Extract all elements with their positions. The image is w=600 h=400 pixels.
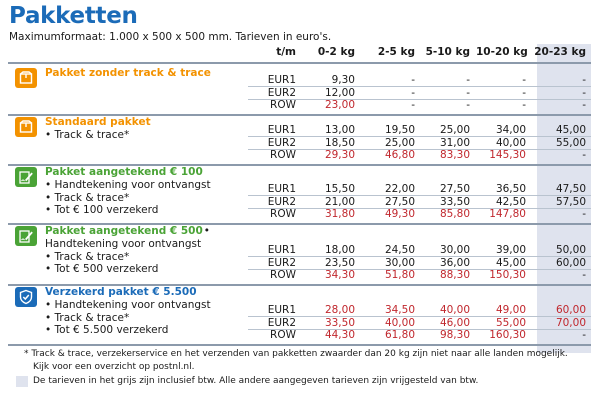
zone-label: EUR2 <box>267 316 296 329</box>
rate-cell: 24,50 <box>384 243 415 256</box>
rate-cell: 88,30 <box>439 269 470 282</box>
rate-cell: - <box>466 86 470 99</box>
rate-cell: 34,00 <box>495 123 526 136</box>
rate-cell: 18,50 <box>324 136 355 149</box>
rate-cell: 40,00 <box>384 316 415 329</box>
rate-cell: 15,50 <box>324 182 355 195</box>
rate-cell: 36,00 <box>439 256 470 269</box>
zone-label: ROW <box>270 99 296 112</box>
section-title: Pakket aangetekend € 500 <box>45 225 203 237</box>
section-title-suffix: • <box>203 225 210 237</box>
rate-cell: 23,50 <box>324 256 355 269</box>
rate-cell: 60,00 <box>555 303 586 316</box>
footnote-star-line-2: Kijk voor een overzicht op postnl.nl. <box>33 362 195 372</box>
rate-cell: - <box>582 73 586 86</box>
rate-cell: - <box>522 73 526 86</box>
rate-cell: 55,00 <box>555 136 586 149</box>
rate-cell: 55,00 <box>495 316 526 329</box>
rate-cell: - <box>582 269 586 282</box>
zone-label: ROW <box>270 329 296 342</box>
feature-bullet: • Tot € 500 verzekerd <box>45 263 159 276</box>
rate-cell: 83,30 <box>439 149 470 162</box>
package-icon <box>15 68 37 88</box>
rate-cell: - <box>582 208 586 221</box>
rate-cell: - <box>411 99 415 112</box>
column-header-20-23kg: 20-23 kg <box>534 46 586 58</box>
rate-cell: 25,00 <box>384 136 415 149</box>
rate-cell: 61,80 <box>384 329 415 342</box>
section-separator <box>8 344 591 346</box>
column-header-2-5kg: 2-5 kg <box>377 46 415 58</box>
rate-cell: 30,00 <box>439 243 470 256</box>
feature-bullet: • Handtekening voor ontvangst <box>45 179 211 191</box>
rate-cell: 27,50 <box>439 182 470 195</box>
footnote-star-line-1: * Track & trace, verzekerservice en het verzenden van pakketten zwaarder dan 20 kg zijn niet naar alle landen mogelijk. <box>24 349 568 359</box>
rate-cell: 85,80 <box>439 208 470 221</box>
zone-label: ROW <box>270 149 296 162</box>
zone-label: EUR1 <box>267 243 296 256</box>
rate-cell: 31,80 <box>324 208 355 221</box>
signature-icon <box>15 167 37 187</box>
rate-cell: 145,30 <box>489 149 526 162</box>
rate-cell: 36,50 <box>495 182 526 195</box>
rate-cell: 30,00 <box>384 256 415 269</box>
rate-cell: 147,80 <box>489 208 526 221</box>
footnote-grey-note: De tarieven in het grijs zijn inclusief btw. Alle andere aangegeven tarieven zijn vrijgesteld van btw. <box>33 376 479 386</box>
feature-bullet: • Track & trace* <box>45 129 130 141</box>
zone-label: EUR2 <box>267 136 296 149</box>
rate-cell: 28,00 <box>324 303 355 316</box>
rate-cell: 98,30 <box>439 329 470 342</box>
rate-cell: 9,30 <box>331 73 355 86</box>
rate-cell: 49,00 <box>495 303 526 316</box>
rate-cell: 29,30 <box>324 149 355 162</box>
rate-cell: 33,50 <box>324 316 355 329</box>
rate-cell: 22,00 <box>384 182 415 195</box>
rate-cell: 19,50 <box>384 123 415 136</box>
rate-cell: 51,80 <box>384 269 415 282</box>
rate-cell: 42,50 <box>495 195 526 208</box>
rate-cell: - <box>466 73 470 86</box>
zone-label: EUR1 <box>267 73 296 86</box>
rate-cell: 160,30 <box>489 329 526 342</box>
rate-cell: - <box>522 99 526 112</box>
rate-cell: 25,00 <box>439 123 470 136</box>
rate-cell: 46,00 <box>439 316 470 329</box>
page-subtitle: Maximumformaat: 1.000 x 500 x 500 mm. Tarieven in euro's. <box>9 31 332 43</box>
rate-cell: 50,00 <box>555 243 586 256</box>
rate-cell: 39,00 <box>495 243 526 256</box>
signature-icon <box>15 226 37 246</box>
feature-bullet: • Tot € 100 verzekerd <box>45 204 159 217</box>
rate-cell: - <box>522 86 526 99</box>
zone-label: ROW <box>270 208 296 221</box>
rate-cell: 47,50 <box>555 182 586 195</box>
feature-bullet: • Track & trace* <box>45 191 130 204</box>
feature-bullet: Handtekening voor ontvangst <box>45 238 202 250</box>
rate-cell: 49,30 <box>384 208 415 221</box>
rate-cell: 12,00 <box>324 86 355 99</box>
rate-cell: 34,30 <box>324 269 355 282</box>
rate-cell: 40,00 <box>495 136 526 149</box>
rate-cell: 34,50 <box>384 303 415 316</box>
rate-cell: 31,00 <box>439 136 470 149</box>
rate-cell: - <box>582 329 586 342</box>
column-header-10-20kg: 10-20 kg <box>476 46 528 58</box>
zone-label: EUR1 <box>267 303 296 316</box>
section-title: Pakket zonder track & trace <box>45 67 211 79</box>
zone-label: EUR1 <box>267 123 296 136</box>
rate-cell: - <box>466 99 470 112</box>
rate-cell: 46,80 <box>384 149 415 162</box>
rate-cell: 44,30 <box>324 329 355 342</box>
rate-cell: 18,00 <box>324 243 355 256</box>
column-header-zone: t/m <box>276 46 296 58</box>
zone-label: EUR2 <box>267 86 296 99</box>
feature-bullet: • Track & trace* <box>45 311 130 324</box>
rate-cell: 13,00 <box>324 123 355 136</box>
page-title: Pakketten <box>9 3 138 29</box>
feature-bullet: • Track & trace* <box>45 250 130 263</box>
zone-label: ROW <box>270 269 296 282</box>
rate-cell: 33,50 <box>439 195 470 208</box>
feature-bullet: • Handtekening voor ontvangst <box>45 299 211 311</box>
section-title: Standaard pakket <box>45 116 151 128</box>
zone-label: EUR2 <box>267 256 296 269</box>
section-title: Pakket aangetekend € 100 <box>45 166 203 178</box>
header-separator <box>8 62 591 64</box>
rate-cell: 57,50 <box>555 195 586 208</box>
column-header-5-10kg: 5-10 kg <box>425 46 470 58</box>
rate-cell: 45,00 <box>555 123 586 136</box>
rate-cell: 40,00 <box>439 303 470 316</box>
shield-check-icon <box>15 287 37 307</box>
rate-cell: 150,30 <box>489 269 526 282</box>
package-icon <box>15 117 37 137</box>
rate-cell: - <box>411 86 415 99</box>
rate-cell: 27,50 <box>384 195 415 208</box>
grey-legend-swatch <box>16 376 28 387</box>
rate-cell: - <box>582 149 586 162</box>
rate-cell: - <box>582 86 586 99</box>
rate-cell: 60,00 <box>555 256 586 269</box>
zone-label: EUR1 <box>267 182 296 195</box>
zone-label: EUR2 <box>267 195 296 208</box>
rate-cell: 23,00 <box>324 99 355 112</box>
rate-cell: 70,00 <box>555 316 586 329</box>
rate-cell: - <box>582 99 586 112</box>
section-title: Verzekerd pakket € 5.500 <box>45 286 197 298</box>
rate-cell: - <box>411 73 415 86</box>
rate-cell: 45,00 <box>495 256 526 269</box>
feature-bullet: • Tot € 5.500 verzekerd <box>45 324 169 337</box>
column-header-0-2kg: 0-2 kg <box>317 46 355 58</box>
rate-cell: 21,00 <box>324 195 355 208</box>
